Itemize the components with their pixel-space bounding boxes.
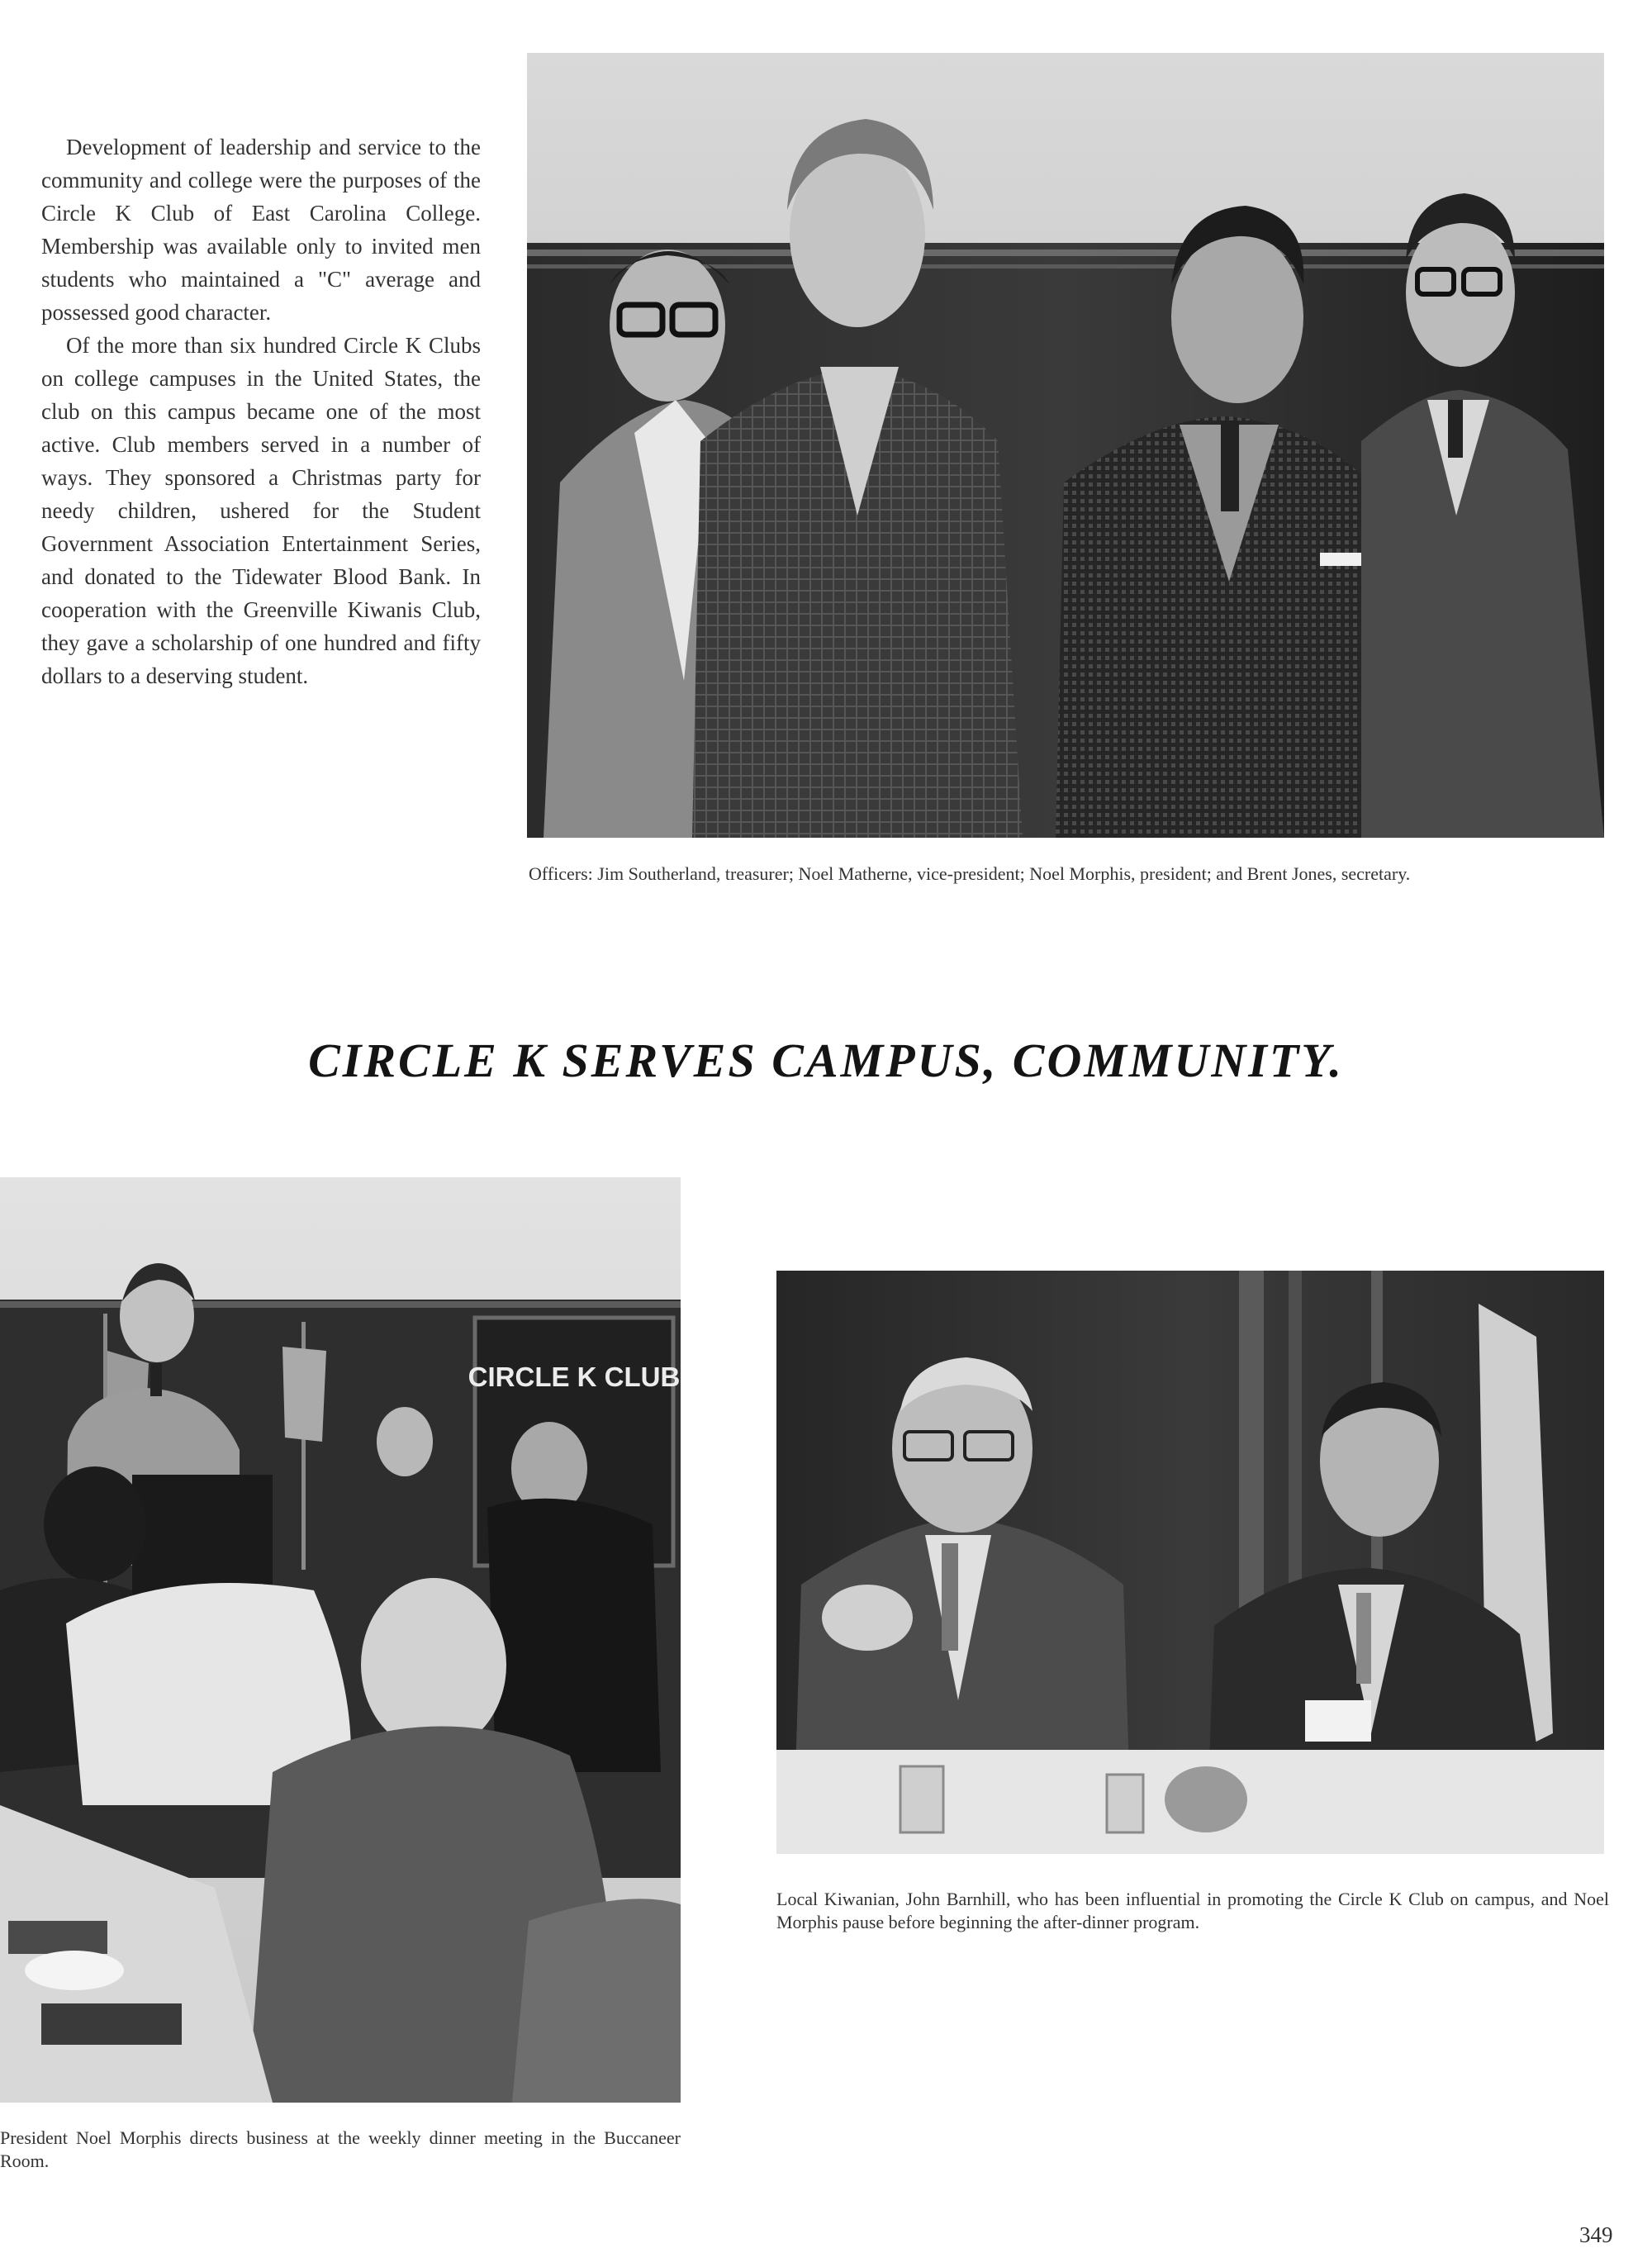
- kiwanian-photo-image: [776, 1271, 1604, 1854]
- meeting-photo-image: [0, 1177, 681, 2103]
- kiwanian-photo: [776, 1271, 1604, 1854]
- meeting-photo: [0, 1177, 681, 2103]
- kiwanian-caption: Local Kiwanian, John Barnhill, who has been influential in promoting the Circle K Club on campus, and Noel Morphis pause before beginning the after-dinner program.: [776, 1889, 1609, 1932]
- page-headline: CIRCLE K SERVES CAMPUS, COMMUNITY.: [308, 1034, 1344, 1087]
- officers-photo-image: [527, 53, 1604, 838]
- officers-caption: Officers: Jim Southerland, treasurer; Noel Matherne, vice-president; Noel Morphis, president; and Brent Jones, secretary.: [529, 863, 1411, 884]
- page-number: 349: [1579, 2222, 1613, 2247]
- banner-text: CIRCLE K CLUB: [468, 1362, 681, 1392]
- intro-text: [41, 131, 481, 692]
- intro-paragraph-2: Of the more than six hundred Circle K Clubs on college campuses in the United States, the club on this campus became one of the most active. Club members served in a number of ways. They sponsored a Christmas party for needy children, ushered for the Student Government Association Entertainment Series, and donated to the Tidewater Blood Bank. In cooperation with the Greenville Kiwanis Club, they gave a scholarship of one hundred and fifty dollars to a deserving student.: [41, 333, 481, 688]
- officers-photo: [527, 53, 1604, 838]
- intro-paragraph-1: Development of leadership and service to the community and college were the purposes of the Circle K Club of East Carolina College. Membership was available only to invited men students who maintained a "C" average and possessed good character.: [41, 135, 481, 325]
- meeting-caption: President Noel Morphis directs business at the weekly dinner meeting in the Buccaneer Room.: [0, 2127, 681, 2171]
